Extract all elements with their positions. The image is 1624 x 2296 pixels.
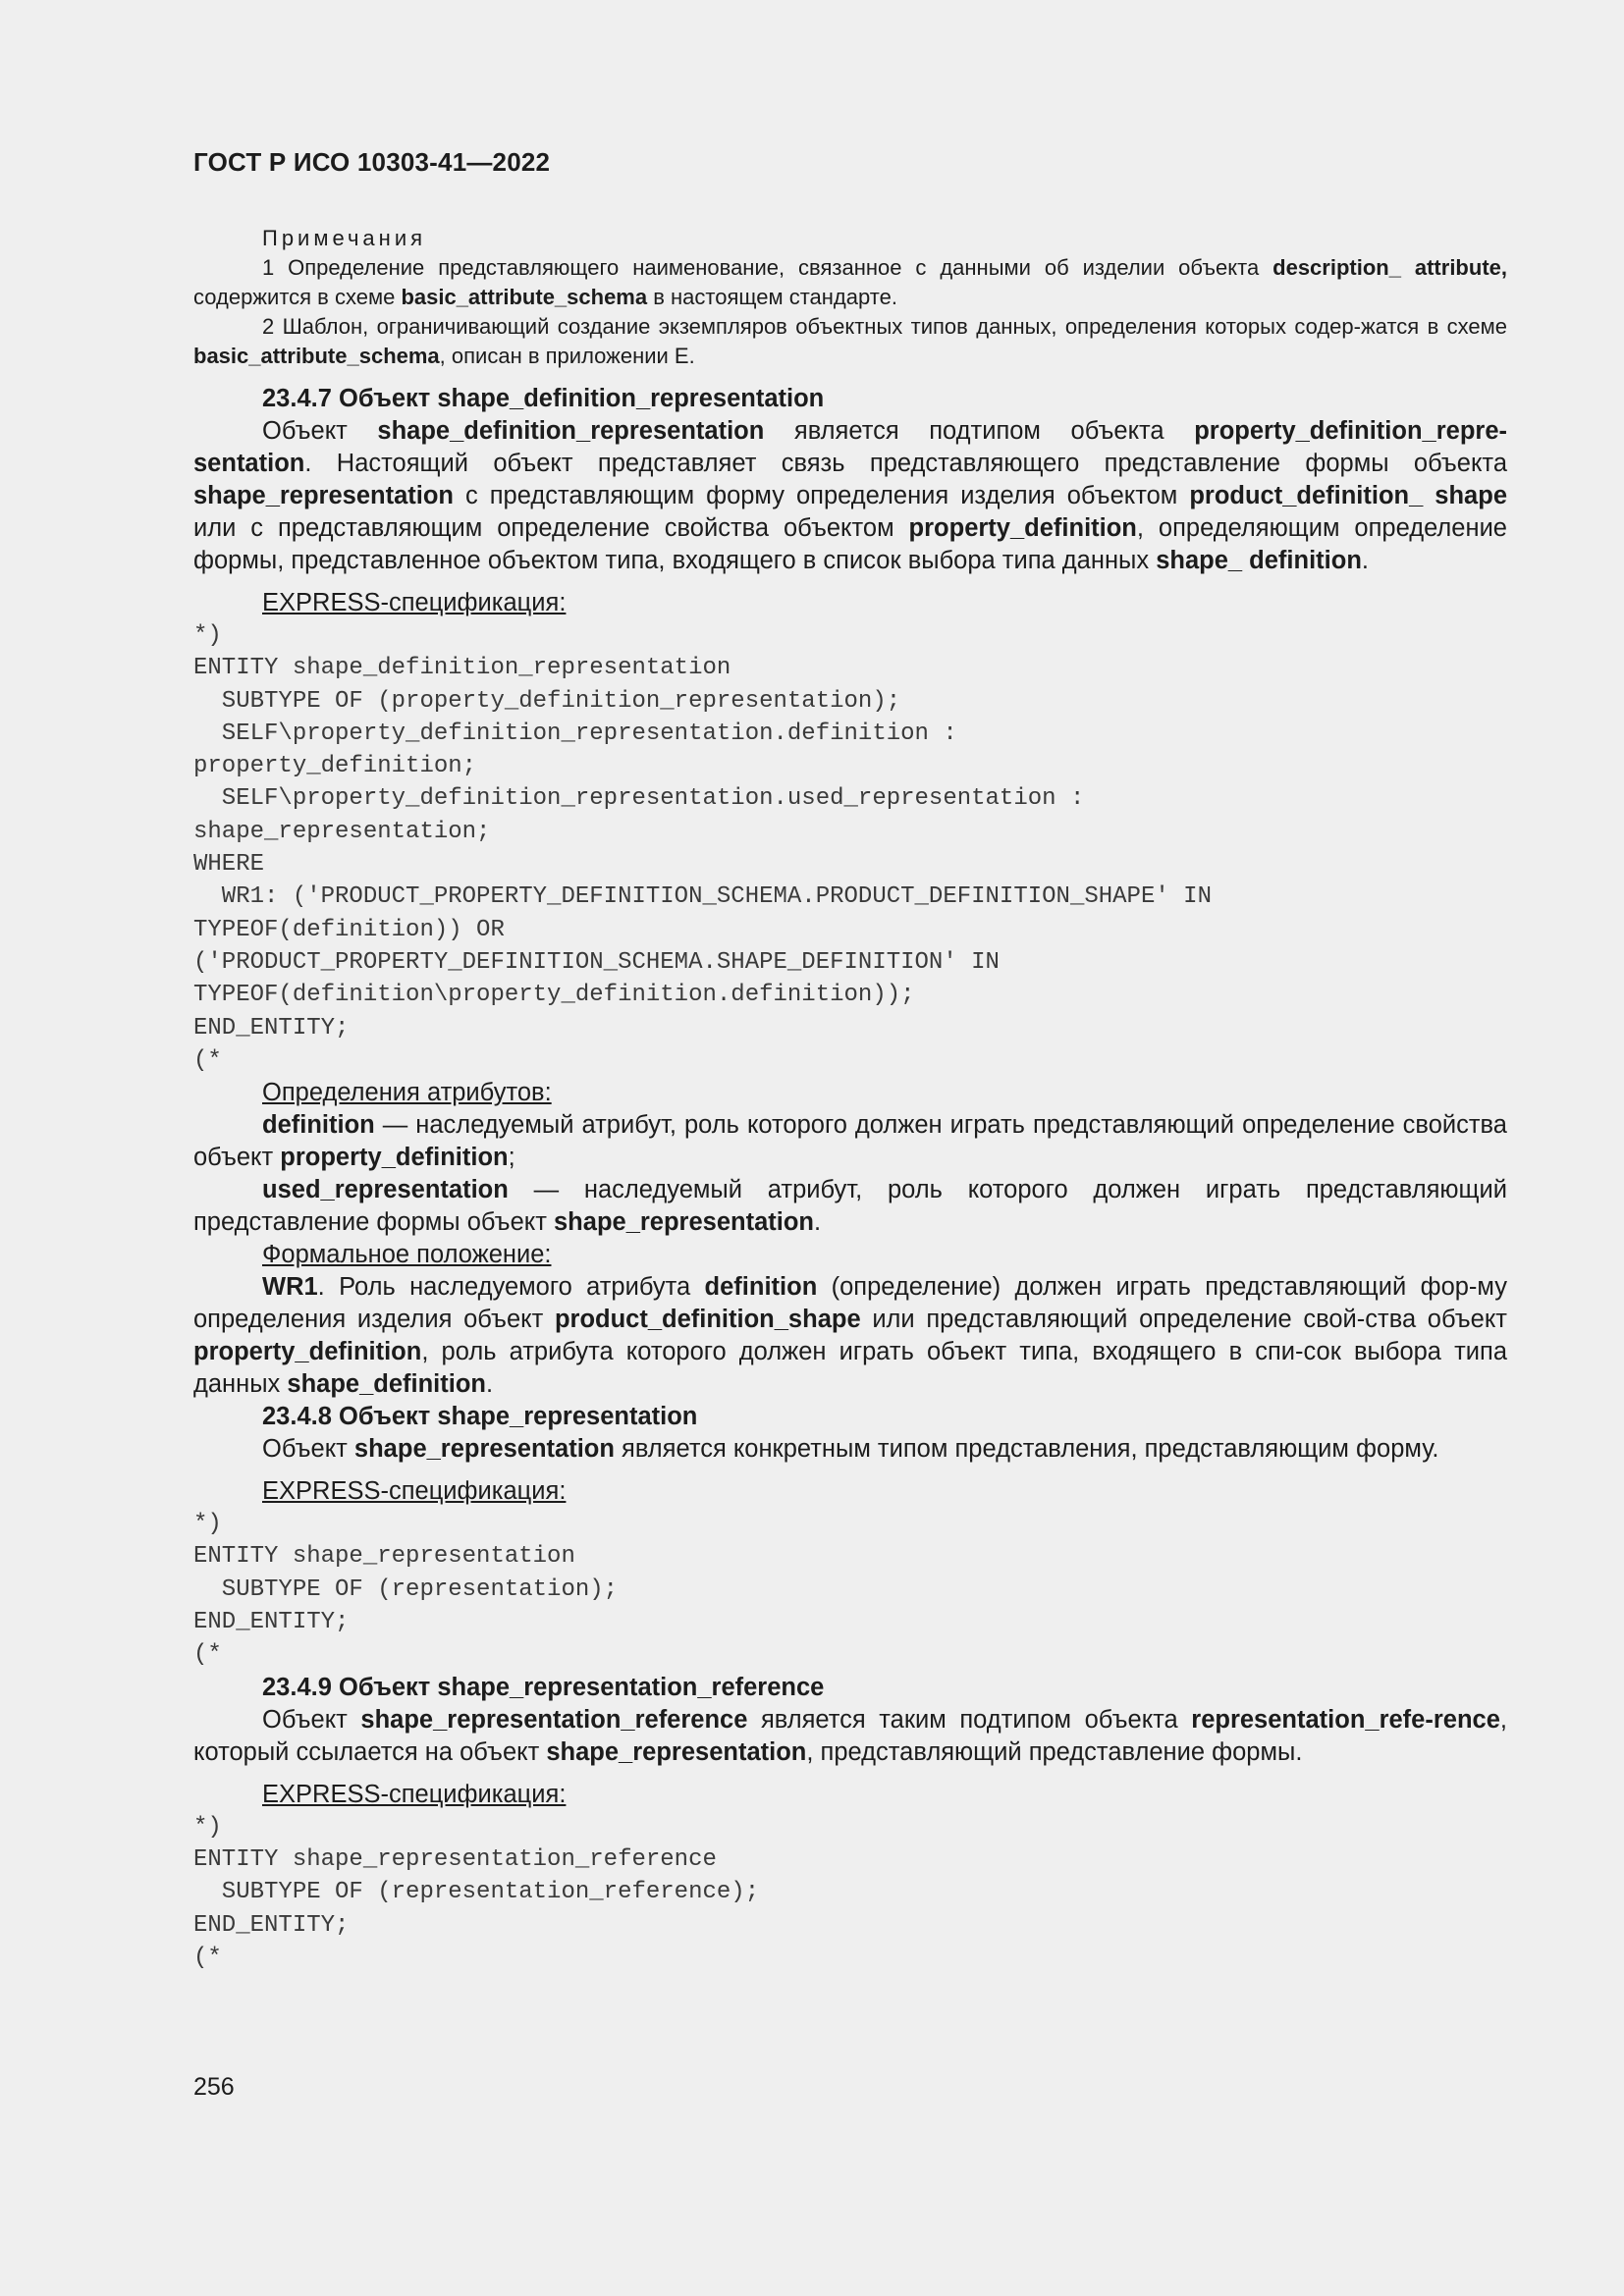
express-spec-label: EXPRESS-спецификация: <box>262 1477 567 1506</box>
section-heading-23-4-9: 23.4.9 Объект shape_representation_reference <box>262 1673 825 1701</box>
formal-proposition-label: Формальное положение: <box>262 1241 552 1269</box>
attribute-definition: definition — наследуемый атрибут, роль которого должен играть представляющий определение свойства объект property_definition; <box>193 1111 1507 1172</box>
express-code-block: *) ENTITY shape_definition_representation SUBTYPE OF (property_definition_representation); SELF\property_definition_representation.definition : property_definition; SELF\property_definition_representation.used_representation : shape_representation; WHERE WR1: ('PRODUCT_PROPERTY_DEFINITION_SCHEMA.PRODUCT_DEFINITION_SHAPE' IN TYPEOF(definition)) OR ('PRODUCT_PROPERTY_DEFINITION_SCHEMA.SHAPE_DEFINITION' IN TYPEOF(definition\property_definition.definition)); END_ENTITY; (* <box>193 622 1212 1074</box>
page-content <box>193 224 1507 1974</box>
section-paragraph: Объект shape_representation_reference является таким подтипом объекта representation_refe-rence, который ссылается на объект shape_representation, представляющий представление формы. <box>193 1705 1507 1766</box>
note-2: 2 Шаблон, ограничивающий создание экземпляров объектных типов данных, определения которых содер-жатся в схеме basic_attribute_schema, описан в приложении Е. <box>193 314 1507 368</box>
notes-title: Примечания <box>262 226 427 250</box>
notes-block <box>193 224 1507 371</box>
section-paragraph: Объект shape_definition_representation является подтипом объекта property_definition_repre-sentation. Настоящий объект представляет связь представляющего представление формы объекта shape_representation с представляющим форму определения изделия объектом product_definition_ shape или с представляющим определение свойства объектом property_definition, определяющим определение формы, представленное объектом типа, входящего в список выбора типа данных shape_ definition. <box>193 417 1507 574</box>
section-heading-23-4-7: 23.4.7 Объект shape_definition_representation <box>262 385 825 412</box>
page-number: 256 <box>193 2073 235 2101</box>
express-spec-label: EXPRESS-спецификация: <box>262 589 567 616</box>
note-1: 1 Определение представляющего наименование, связанное с данными об изделии объекта description_ attribute, содержится в схеме basic_attribute_schema в настоящем стандарте. <box>193 255 1507 309</box>
formal-proposition-wr1: WR1. Роль наследуемого атрибута definition (определение) должен играть представляющий фор-му определения изделия объект product_definition_shape или представляющий определение свой-ства объект property_definition, роль атрибута которого должен играть объект типа, входящего в спи-сок выбора типа данных shape_definition. <box>193 1273 1507 1399</box>
attribute-used-representation: used_representation — наследуемый атрибут, роль которого должен играть представляющий представление формы объект shape_representation. <box>193 1176 1507 1237</box>
document-header: ГОСТ Р ИСО 10303-41—2022 <box>193 147 551 177</box>
attribute-definitions-label: Определения атрибутов: <box>262 1079 552 1107</box>
section-paragraph: Объект shape_representation является конкретным типом представления, представляющим форму. <box>262 1435 1439 1464</box>
express-code-block: *) ENTITY shape_representation SUBTYPE OF (representation); END_ENTITY; (* <box>193 1511 619 1669</box>
section-heading-23-4-8: 23.4.8 Объект shape_representation <box>262 1403 698 1431</box>
express-spec-label: EXPRESS-спецификация: <box>262 1780 567 1808</box>
express-code-block: *) ENTITY shape_representation_reference SUBTYPE OF (representation_reference); END_ENTITY; (* <box>193 1813 760 1971</box>
